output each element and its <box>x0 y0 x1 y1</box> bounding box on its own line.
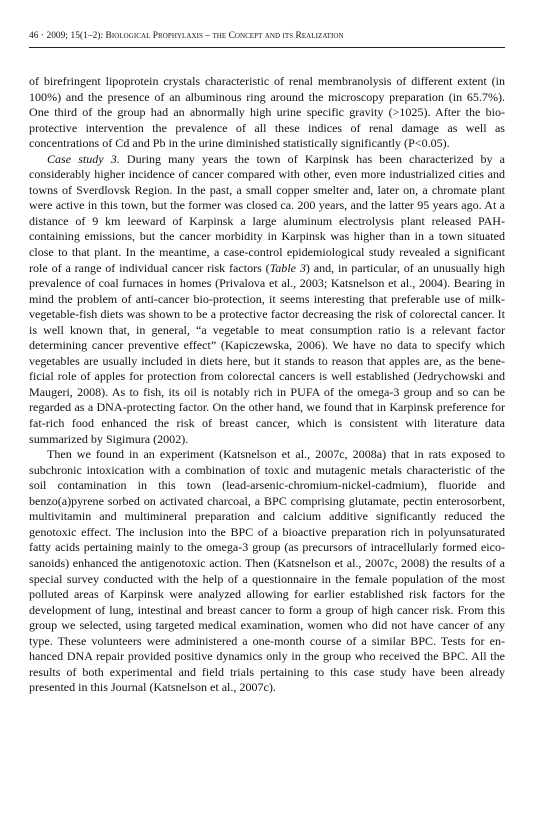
header-rule <box>29 47 505 48</box>
case-study-label: Case study 3. <box>47 151 120 166</box>
paragraph-3: Then we found in an experiment (Katsnelson et al., 2007c, 2008a) that in rats exposed to subchronic intoxication with a combination of toxic and mutagenic metals characteristic of the soil contamination in this town (lead-arsenic-chromium-nickel-cadmium), fluoride and benzo(a)pyrene sorbed on activated charcoal, a BPC comprising glutamate, pectin enterosorbent, multivitamin and multimineral preparation and calcium additive significantly reduced the genotoxic effect. The inclusion into the BPC of a bioactive preparation rich in polyunsaturated fatty acids pertaining mainly to the omega-3 group (as precursors of intracellularly formed eicosanoids) enhanced the antigenotoxic action. Then (Katsnelson et al., 2007c, 2008) the results of a special survey conducted with the help of a questionnaire in the female population of the most polluted areas of Karpinsk were analyzed allowing for earlier established risk factors for the development of lung, intestinal and breast cancer to form a group of high cancer risk. From this group we selected, using targeted medical examination, women who did not have cancer of any type. These volunteers were administered a one-month course of a similar BPC. Tests for enhanced DNA repair provided positive dynamics only in the group who received the BPC. All the results of both experimental and field trials pertaining to this case study have been already presented in this Journal (Katsnelson et al., 2007c). <box>29 447 505 695</box>
paragraph-2-text-b: ) and, in particular, of an unusually high prevalence of coal furnaces in homes (Privalova et al., 2003; Katsnelson et al., 2004). Bearing in mind the problem of anti-cancer bio-protection, it seems interesting that preferable use of milk-vegetable-fish diets was shown to be a protective factor decreasing the risk of colorectal cancer. It is well known that, in general, “a vegetable to meat consumption ratio is a relevant factor determining cancer preventive effect” (Kapiczewska, 2006). We have no data to specify which vegetables are usually included in diets here, but it stands to reason that apples are, as the beneficial role of apples for protection from colorectal cancers is well established (Jedrychowski and Maugeri, 2008). As to fish, its oil is notably rich in PUFA of the omega-3 group and so can be regarded as a DNA-protecting factor. On the other hand, we found that in Karpinsk preference for fat-rich food enhanced the risk of breast cancer, which is consistent with literature data summarized by Sigimura (2002). <box>29 260 505 446</box>
journal-issue: 2009; 15(1–2): <box>46 31 104 41</box>
page-number: 46 <box>29 31 39 41</box>
paragraph-1: of birefringent lipoprotein crystals characteristic of renal membranolysis of different extent (in 100%) and the presence of an albuminous ring around the microscopy preparation (in 65.7%). One third of the group had an abnormally high urine specific gravity (>1025). After the bio-protective intervention the prevalence of all these indices of renal damage as well as concentrations of Cd and Pb in the urine diminished statistically significantly (P<0.05). <box>29 74 505 151</box>
article-title: Biological Prophylaxis – the Concept and its Realization <box>105 31 344 41</box>
table-reference: Table 3 <box>269 260 306 275</box>
article-body <box>29 74 505 696</box>
header-separator: · <box>38 31 47 41</box>
paragraph-2-text-a: During many years the town of Karpinsk has been characterized by a considerably higher incidence of cancer compared with other, even more industrialized cities and towns of Sverdlovsk Region. In the past, a small copper smelter and, later on, a chromate plant were active in this town, but the former was closed ca. 200 years, and the latter 95 years ago. At a distance of 9 km leeward of Karpinsk a large aluminum electrolysis plant released PAH-containing emissions, but the cancer morbidity in Karpinsk was higher than in a town situated close to that plant. In the meantime, a case-control epidemiological study revealed a significant role of a range of individual cancer risk factors ( <box>29 151 505 275</box>
paragraph-case-study-3 <box>29 152 505 447</box>
running-head <box>29 30 505 42</box>
